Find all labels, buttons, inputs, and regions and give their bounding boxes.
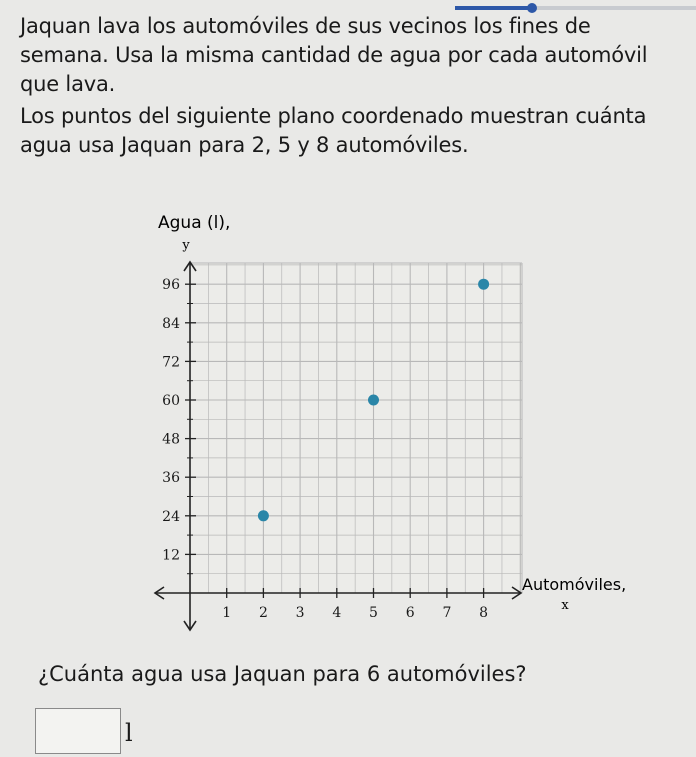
data-point [478, 279, 489, 290]
y-tick-label: 96 [162, 277, 180, 294]
x-tick-label: 8 [479, 605, 489, 621]
grid-background [190, 263, 522, 593]
y-tick-label: 24 [162, 508, 180, 525]
intro-text: Jaquan lava los automóviles de sus vecinos los fines de semana. Usa la misma cantidad de agua por cada automóvil que lava. [20, 14, 648, 96]
data-point [368, 395, 379, 406]
x-axis-variable: x [561, 598, 569, 613]
y-tick-label: 12 [162, 547, 180, 564]
y-tick-label: 48 [162, 431, 180, 448]
x-axis-label: Automóviles, [522, 575, 627, 594]
y-axis-variable: y [182, 238, 190, 253]
y-tick-label: 60 [162, 393, 180, 409]
y-tick-label: 84 [162, 315, 180, 332]
x-tick-label: 5 [369, 605, 378, 621]
y-tick-label: 36 [162, 470, 180, 487]
x-tick-label: 1 [222, 605, 232, 621]
y-axis-label: Agua (l), [158, 213, 231, 233]
answer-unit: l [125, 719, 133, 747]
data-point [258, 510, 269, 521]
grid [190, 263, 522, 593]
x-tick-label: 4 [332, 605, 342, 621]
y-tick-label: 72 [162, 354, 180, 371]
x-tick-label: 6 [405, 605, 415, 621]
x-tick-label: 7 [442, 605, 452, 621]
question-text: ¿Cuánta agua usa Jaquan para 6 automóviles? [38, 662, 527, 686]
x-tick-label: 2 [258, 605, 268, 621]
description-text: Los puntos del siguiente plano coordenado muestran cuánta agua usa Jaquan para 2, 5 y 8 automóviles. [20, 104, 647, 157]
x-tick-label: 3 [295, 605, 305, 621]
answer-input[interactable] [35, 708, 121, 754]
